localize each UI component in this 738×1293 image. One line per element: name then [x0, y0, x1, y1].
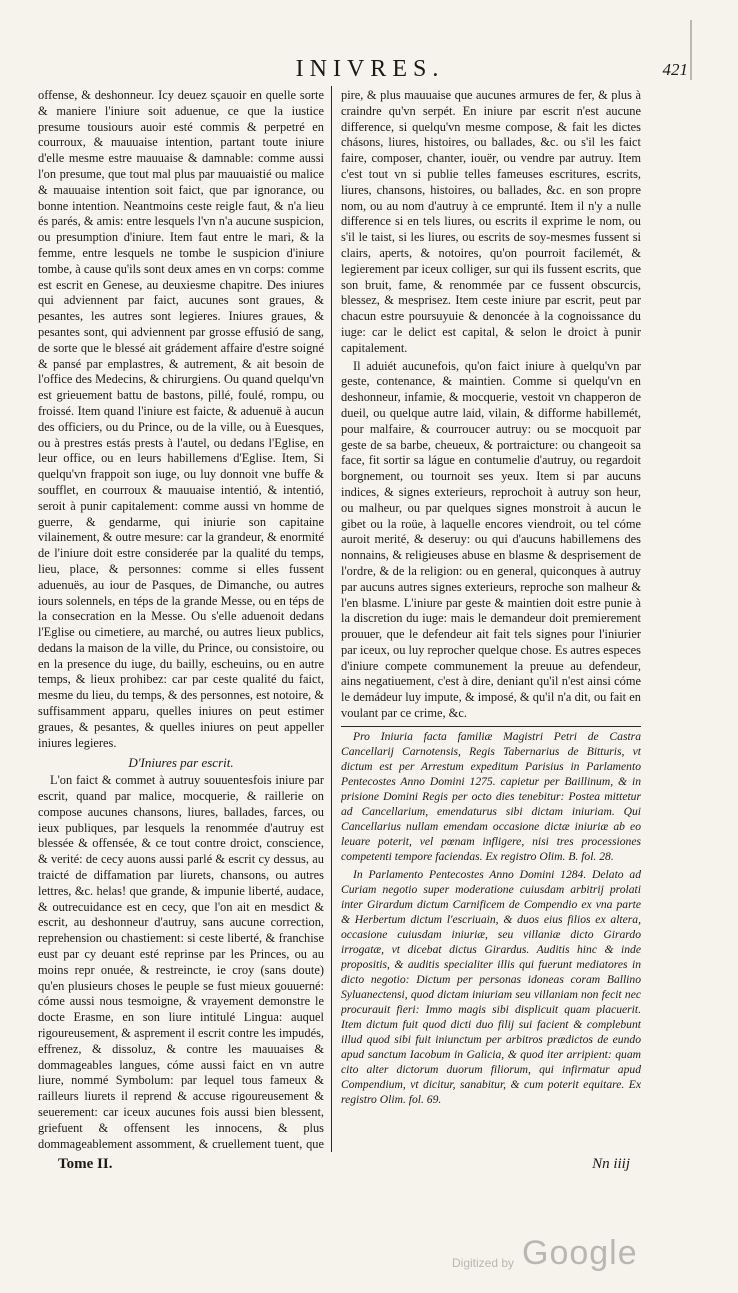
google-logo-icon: Google	[522, 1234, 638, 1272]
paragraph: offense, & deshonneur. Icy deuez sçauoir en quelle sorte & maniere l'iniure soit aduenue, ce que la iustice presume tousiours auoir esté commis & perpetré en courroux, & mauuaise intention, partant toute iniure d'elle mesme estre mauuaise & damnable: comme aussi l'on presume, que tout mal plus par mauuaistié ou malice & mauuaise intention soit faict, que par ignorance, ou bonne intention. Neantmoins ceste reigle faut, & n'a lieu és parés, & amis: entre lesquels l'vn n'a aucune suspicion, ou presumption d'iniure. Item faut entre le mari, & la femme, entre lesquels ne tombe le suspicion d'iniure tombe, à cause qu'ils sont deux ames en vn corps: comme est escrit en Genese, au deuxiesme chapitre. Des iniures qui adviennent par faict, aucunes sont graues, & pesantes, les autres sont legieres. Iniures graues, & pesantes sont, qui adviennent par grosse effusió de sang, de sorte que le blessé ait grádement affaire d'estre soigné & pansé par emplastres, & autrement, & ait besoin de l'office des Medecins, & chirurgiens. Ou quand quelqu'vn est grieuement battu de bastons, pillé, foulé, rompu, ou froissé. Item quand l'iniure est faicte, & aduenuë à aucun des officiers, ou du Prince, ou de la ville, ou à Euesques, ou à prestres estás prests à l'autel, ou dedans l'Eglise, en leur office, ou en leurs habillemens d'Eglise. Item, Si quelqu'vn frappoit son iuge, ou luy donnoit vne buffe & soufflet, en courroux & mauuaise intentió, & intentió, seroit à punir capitalement: comme aussi vn homme de guerre, & gendarme, qui iniurie son capitaine vilainement, & outre mesure: car la grandeur, & enormité de l'iniure doit estre considerée par la qualité du temps, lieu, place, & personnes: comme si elles fussent aduenuës, au iour de Pasques, de Dimanche, ou autres iours solennels, en téps de la grande Messe, ou en téps de la consecration en la Messe. Ou s'elle aduenoit dedans l'Eglise ou cimetiere, au marché, ou autres lieux publics, dedans la maison de la ville, du Prince, ou consistoire, ou en la presence du iuge, du bailly, escheuins, ou en autre temps, & lieux prohibez: car par ceste qualité du faict, mesme du lieu, du temps, & des personnes, est notoire, & suffisamment apparu, quelles iniures on peut estimer graues, & pesantes, & quelles iniures on peut appeller iniures legieres.	[38, 88, 324, 750]
watermark-prefix: Digitized by	[452, 1256, 515, 1270]
page-footer	[40, 1156, 660, 1178]
paragraph: Il aduiét aucunefois, qu'on faict iniure à quelqu'vn par geste, contenance, & maintien. Comme si quelqu'vn en deshonneur, infamie, & mocquerie, vestoit vn chapperon de dueil, ou quelque autre laid, vilain, & difforme habillemét, pour malfaire, & courroucer autruy: ou se mocquoit par geste de sa barbe, cheueux, & portraicture: ou changeoit sa face, fit sortir sa lágue en contumelie d'autruy, ou regardoit borgnement, ou tournoit ses yeux. Item si par aucuns indices, & signes exterieurs, reprochoit à autruy son heur, ou malheur, ou par quelques signes monstroit à aucun le gibet ou la roüe, à laquelle encores viendroit, ou tel cóme auroit merité, & deseruy: ou qui d'aucuns habillemens des nonnains, & religieuses abuse en blasme & desprisement de l'ordre, & de la religion: ou en general, quiconques à autruy par aucuns autres signes exterieurs, reproche son malheur & l'en blasme. L'iniure par geste & maintien doit estre punie à la discretion du iuge: mais le demandeur doit premierement prouuer, que le defendeur ait fait tels signes pour l'iniurier par iceux, ou luy reprocher quelque chose. Es autres especes d'iniure compete communement la preuue au defendeur, ains negatiuement, c'est à dire, deniant qu'il n'est ainsi cóme le demádeur luy impute, & imposé, & qu'il n'a dit, ou fait en voulant par ce crime, &c.	[341, 358, 641, 721]
column-divider	[331, 86, 332, 1152]
page-number: 421	[662, 60, 688, 79]
page-header	[40, 56, 688, 86]
paragraph: L'on faict & commet à autruy souuentesfois iniure par escrit, quand par malice, mocquerie, & raillerie on compose aucunes chansons, liures, ballades, farces, ou ieux publiques, par lesquels la renommée d'autruy est blessée & offensée, & ce tout contre droict, conscience, & verité: de cecy auons aussi parlé & escrit cy dessus, au traicté de diffamation par liurets, chansons, ou autres lettres, &c. helas! que grande, & impunie liberté, audace, & outrecuidance est en cecy, que l'on ait en mesdict & escrit, au deshonneur d'autruy, sans aucune correction, reprehension ou chastiement: si ceste liberté, & franchise eust par cy deuant esté reprinse par les Princes, ou au moins repr onuée, & restreincte, ie croy (sans doute) qu'en plusieurs choses le peuple se fust mieux gouuerné: cóme aussi nous tesmoigne, & vrayement demonstre le docte Erasme, en son liure intitulé Lingua: auquel rigoureusement, & asprement il escrit contre les impudés, effrenez, & dissoluz, & contre les mauuaises & dommageables langues, cóme aussi faict en vn autre liure, nommé Symbolum: par lequel tous fameux & railleurs liurets il reprend & accuse rigoureusement & seuerement: car iceux aucunes fois aussi bien blessent, griefuent & offensent les innocens, & plus dommageablement assomment, & cruellement tuent, que	[38, 773, 324, 1151]
section-title: D'Iniures par escrit.	[128, 755, 234, 771]
right-column	[341, 88, 641, 1153]
digitization-watermark	[452, 1234, 712, 1278]
page-edge-mark	[690, 20, 692, 80]
signature-mark: Nn iiij	[592, 1156, 630, 1172]
citation: Pro Iniuria facta familiæ Magistri Petri de Castra Cancellarij Carnotensis, Regis Tabernarius de Bitturis, vt dictum est per Arrestum expeditum Parisius in Parlamento Pentecostes Anno Domini 1275. capietur per Baillinum, & in prisione Domini Regis per octo dies tenebitur: Postea mittetur ad Cancellarium, emendaturus sibi dictam iniuriam. Qui Cancellarius nullam emendam occasione dictæ iniuriæ ab eo leuare poterit, vel pœnam infligere, nisi tres processiones competenti tempore faciendas. Ex registro Olim. B. fol. 28.	[341, 729, 641, 863]
running-head: INIVRES.	[295, 56, 445, 82]
latin-citations	[341, 726, 641, 1107]
paragraph: pire, & plus mauuaise que aucunes armures de fer, & plus à craindre qu'vn serpét. En iniure par escrit n'est aucune difference, si quelqu'vn mesme compose, & fait les dictes chásons, liures, histoires, ou ballades, &c. ou s'il les faict faire, composer, chanter, iouër, ou vendre par autruy. Item c'est tout vn si publie telles fameuses escritures, escrits, liures, chansons, histoires, ou ballades, &c. en son propre nom, ou au nom d'autruy à ce emprunté. Item il n'y a nulle difference si en tels liures, ou escrits il exprime le nom, ou s'il le taist, si les liures, ou escrits de soy-mesmes fussent si clairs, aperts, & notoires, qu'on pourroit facilemét, & legierement par iceux colliger, sur qui ils fussent escrits, que son bruit, fame, & renommée par ce fussent obscurcis, blessez, & mesprisez. Item ceste iniure par escrit, peut par chacun estre poursuyuie & denoncée à la cognoissance du iuge: car le delict est capital, & selon le droict à punir capitalement.	[341, 88, 641, 355]
volume-label: Tome II.	[58, 1156, 113, 1172]
left-column	[38, 88, 324, 1153]
citation: In Parlamento Pentecostes Anno Domini 1284. Delato ad Curiam negotio super moderatione cuiusdam arbitrij prolati inter Girardum dictum Carnificem de Compendio ex vna parte & Herbertum dictum l'escriuain, & duos eius filios ex altera, occasione cuiusdam iniuriæ, seu villaniæ dicto Girardo irrogatæ, vt dicebat dictus Girardus. Auditis hinc & inde propositis, & auditis specialiter illis qui fuerunt mediatores in dicto negotio: Dictum per personas idoneas coram Ballino Syluanectensi, quod dictam iniuriam seu villaniam non fecit nec procurauit fieri: Immo magis sibi displicuit quam placuerit. Item dictum fuit quod dicti duo filij sui facient & complebunt illud quod sibi fuit iniunctum per arbitros prædictos de eundo apud sanctum Iacobum in Galicia, & quod iter arripient: quam cito alter dictorum duorum filiorum, qui infirmatur apud Compendium, vt dicitur, sanabitur, & cum poterit equitare. Ex registro Olim. fol. 69.	[341, 867, 641, 1106]
